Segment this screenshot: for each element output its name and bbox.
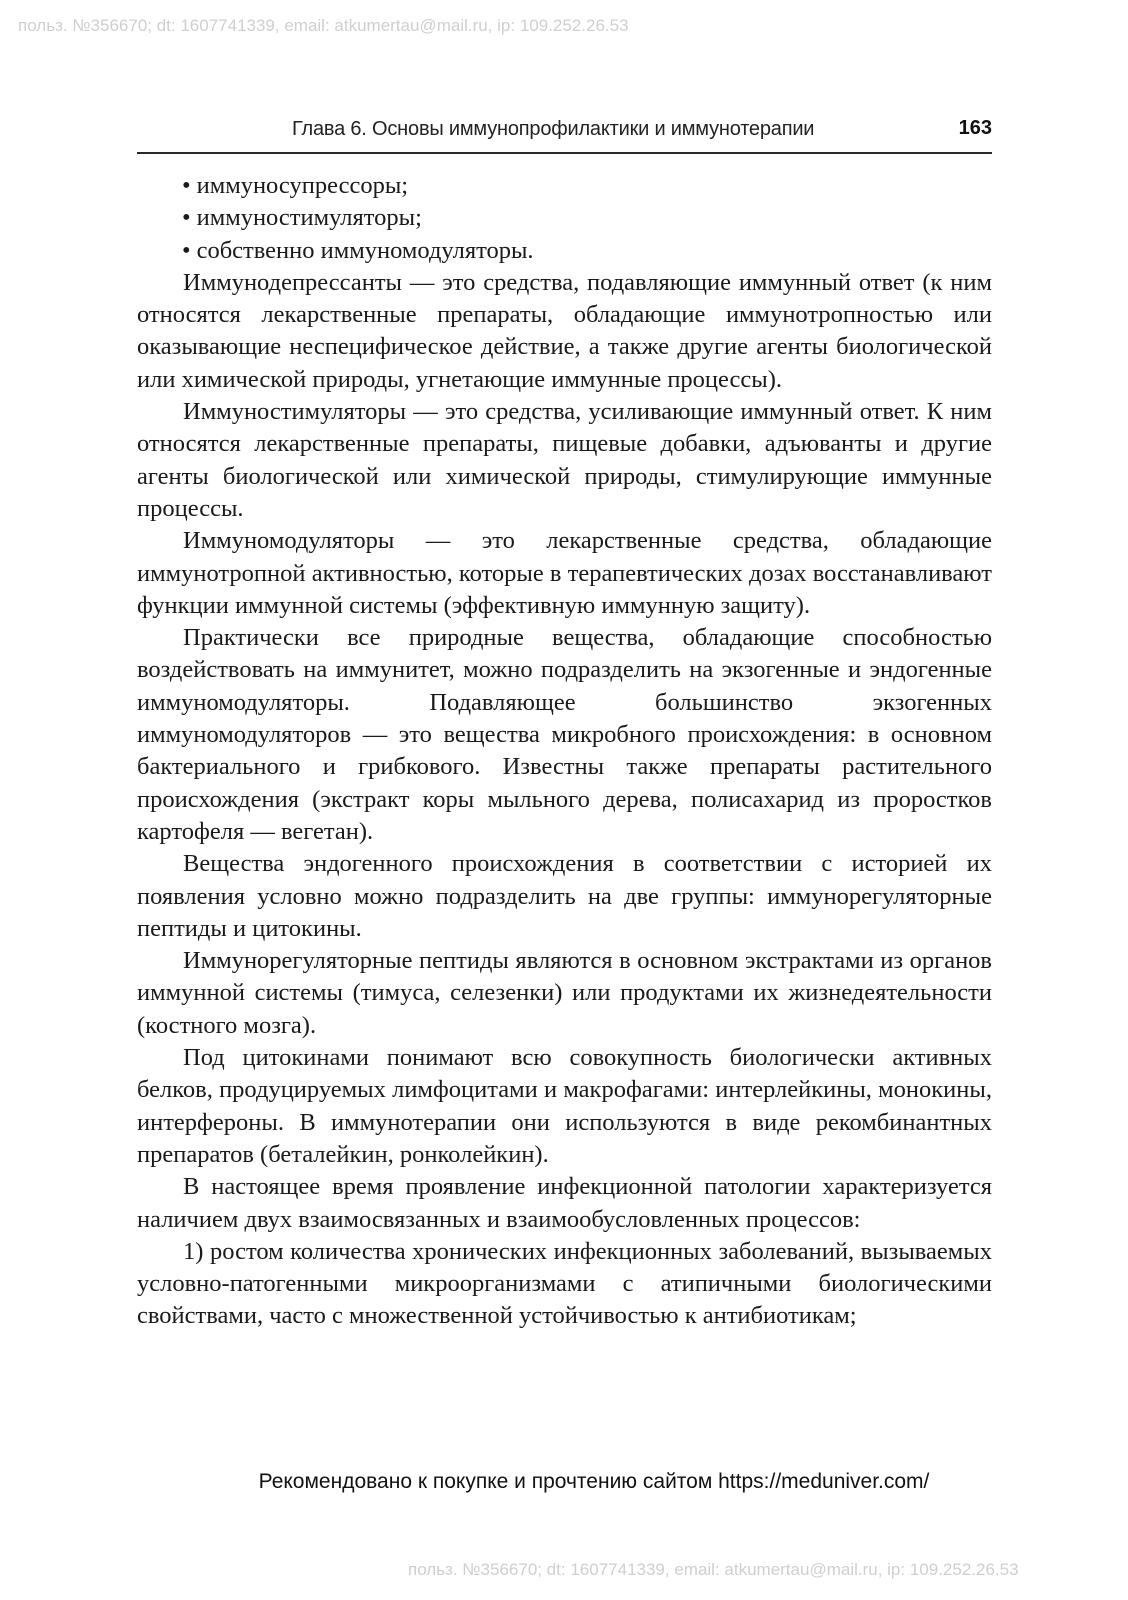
list-item (137, 235, 992, 267)
bullet-icon: • (182, 172, 191, 199)
bullet-text: собственно иммуномодуляторы. (196, 236, 534, 264)
paragraph-immunomodulators: Иммуномодуляторы — это лекарственные средства, обладающие иммунотропной активностью, которые в терапевтических дозах восстанавливают функции иммунной системы (эффективную иммунную защиту). (137, 527, 992, 619)
paragraph-chronic-infections: 1) ростом количества хронических инфекционных заболеваний, вызываемых условно-патогенными микроорганизмами с атипичными биологическими свойствами, часто с множественной устойчивостью к антибиотикам; (137, 1237, 992, 1330)
paragraph-natural-substances: Практически все природные вещества, обладающие способностью воздействовать на иммунитет, можно подразделить на экзогенные и эндогенные иммуномодуляторы. Подавляющее большинство экзогенных иммуномодуляторов — это вещества микробного происхождения: в основном бактериального и грибкового. Известны также препараты растительного происхождения (экстракт коры мыльного дерева, полисахарид из проростков картофеля — вегетан). (137, 624, 992, 845)
bullet-text: иммуносупрессоры; (196, 172, 409, 199)
paragraph-infection-pathology: В настоящее время проявление инфекционной патологии характеризуется наличием двух взаимосвязанных и взаимообусловленных процессов: (137, 1173, 992, 1233)
paragraph-immunostimulators: Иммуностимуляторы — это средства, усиливающие иммунный ответ. К ним относятся лекарственные препараты, пищевые добавки, адъюванты и другие агенты биологической или химической природы, стимулирующие иммунные процессы. (137, 398, 992, 522)
page-number: 163 (958, 117, 992, 139)
list-item (137, 170, 992, 202)
paragraph-immunodepressants: Иммунодепрессанты — это средства, подавляющие иммунный ответ (к ним относятся лекарственные препараты, обладающие иммунотропностью или оказывающие неспецифическое действие, а также другие агенты биологической или химической природы, угнетающие иммунные процессы). (137, 268, 992, 393)
watermark-bottom: польз. №356670; dt: 1607741339, email: atkumertau@mail.ru, ip: 109.252.26.53 (408, 1560, 1019, 1579)
bullet-list (137, 170, 992, 267)
recommendation-footer: Рекомендовано к покупке и прочтению сайтом https://meduniver.com/ (258, 1470, 930, 1493)
paragraph-endogenous: Вещества эндогенного происхождения в соответствии с историей их появления условно можно подразделить на две группы: иммунорегуляторные пептиды и цитокины. (137, 850, 992, 942)
bullet-icon: • (182, 236, 191, 264)
paragraph-cytokines: Под цитокинами понимают всю совокупность биологически активных белков, продуцируемых лимфоцитами и макрофагами: интерлейкины, монокины, интерфероны. В иммунотерапии они используются в виде рекомбинантных препаратов (беталейкин, ронколейкин). (137, 1044, 992, 1168)
paragraph-peptides: Иммунорегуляторные пептиды являются в основном экстрактами из органов иммунной системы (тимуса, селезенки) или продуктами их жизнедеятельности (костного мозга). (137, 947, 992, 1039)
bullet-text: иммуностимуляторы; (196, 204, 422, 232)
running-header (137, 112, 992, 154)
watermark-top: польз. №356670; dt: 1607741339, email: atkumertau@mail.ru, ip: 109.252.26.53 (18, 16, 629, 35)
chapter-title: Глава 6. Основы иммунопрофилактики и иммунотерапии (292, 118, 815, 140)
list-item (137, 202, 992, 234)
page-body (137, 170, 992, 1333)
bullet-icon: • (182, 204, 191, 232)
